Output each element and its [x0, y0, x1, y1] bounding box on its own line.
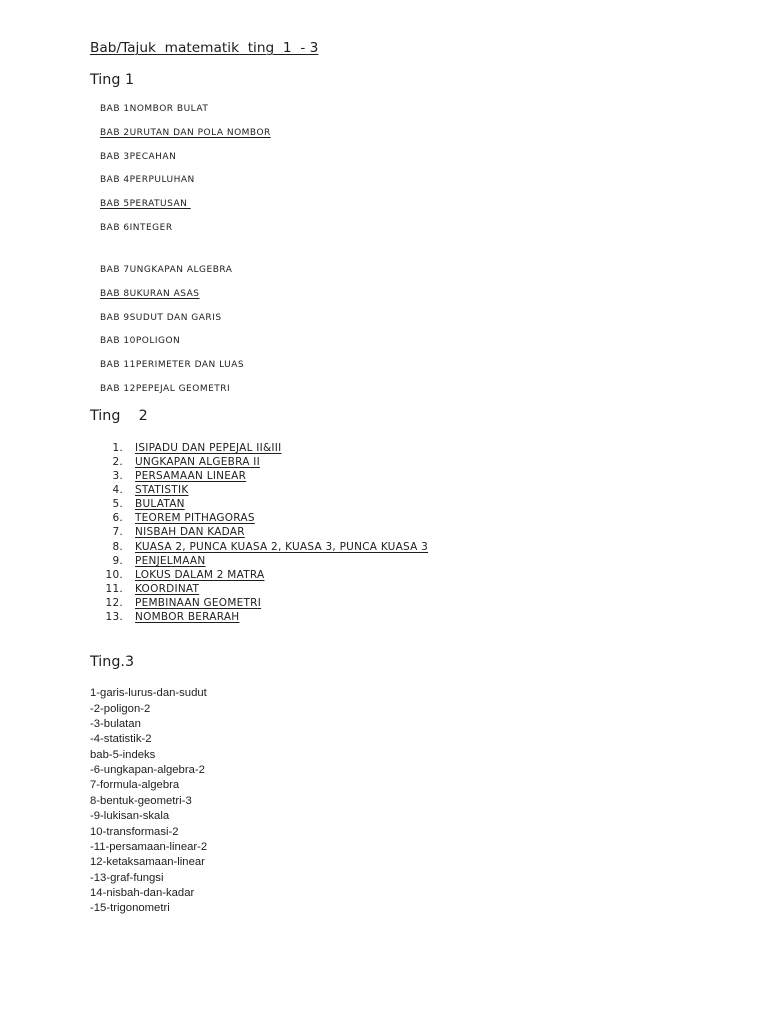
ting2-item-link[interactable]: ISIPADU DAN PEPEJAL II&III — [135, 442, 282, 454]
list-number: 3. — [112, 470, 123, 483]
ting2-list-item — [100, 568, 428, 582]
ting2-list-item — [100, 483, 428, 497]
list-number: 8. — [112, 540, 123, 553]
ting2-list-item — [100, 610, 428, 624]
ting2-item-link[interactable]: KUASA 2, PUNCA KUASA 2, KUASA 3, PUNCA KUASA 3 — [135, 540, 429, 553]
ting3-item: -11-persamaan-linear-2 — [90, 840, 208, 853]
ting2-item-link[interactable]: PENJELMAAN — [135, 554, 206, 567]
ting1-item-link[interactable]: BAB 5PERATUSAN — [100, 199, 191, 210]
ting2-list-item — [100, 455, 428, 469]
ting3-item: -13-graf-fungsi — [90, 871, 164, 884]
ting1-item: BAB 3PECAHAN — [100, 151, 177, 162]
ting2-list-item — [100, 441, 428, 455]
ting2-item-link[interactable]: LOKUS DALAM 2 MATRA — [135, 568, 265, 581]
ting1-chapter-list — [100, 98, 271, 402]
heading-ting-2: Ting 2 — [90, 408, 148, 424]
ting3-chapter-list — [90, 686, 207, 916]
list-number: 1. — [112, 442, 123, 454]
ting3-item: -15-trigonometri — [90, 902, 170, 915]
list-number: 2. — [112, 456, 123, 469]
ting3-item: -9-lukisan-skala — [90, 810, 170, 823]
ting1-item: BAB 12PEPEJAL GEOMETRI — [100, 384, 231, 395]
ting2-list-item — [100, 554, 428, 568]
list-number: 12. — [105, 596, 123, 609]
ting3-item: 10-transformasi-2 — [90, 825, 179, 838]
ting3-item: -2-poligon-2 — [90, 702, 151, 715]
ting3-item: 14-nisbah-dan-kadar — [90, 886, 195, 899]
list-number: 11. — [105, 582, 123, 595]
ting2-item-link[interactable]: PERSAMAAN LINEAR — [135, 470, 247, 483]
ting2-item-link[interactable]: STATISTIK — [135, 484, 189, 497]
ting3-item: 12-ketaksamaan-linear — [90, 856, 205, 869]
ting2-item-link[interactable]: NISBAH DAN KADAR — [135, 526, 245, 539]
ting1-item: BAB 1NOMBOR BULAT — [100, 104, 209, 115]
ting1-item: BAB 4PERPULUHAN — [100, 175, 195, 186]
document-title: Bab/Tajuk matematik ting 1 - 3 — [90, 40, 319, 56]
list-number: 5. — [112, 498, 123, 511]
list-number: 10. — [105, 568, 123, 581]
ting1-item-link[interactable]: BAB 8UKURAN ASAS — [100, 288, 200, 299]
ting3-item: 8-bentuk-geometri-3 — [90, 794, 192, 807]
ting3-item: -4-statistik-2 — [90, 733, 152, 746]
ting1-item: BAB 6INTEGER — [100, 223, 173, 234]
ting3-item: 7-formula-algebra — [90, 779, 180, 792]
ting2-item-link[interactable]: BULATAN — [135, 498, 185, 511]
ting3-item: -3-bulatan — [90, 718, 141, 731]
ting2-item-link[interactable]: TEOREM PITHAGORAS — [135, 512, 255, 525]
ting2-list-item — [100, 525, 428, 539]
list-number: 4. — [112, 484, 123, 497]
list-number: 6. — [112, 512, 123, 525]
list-number: 7. — [112, 526, 123, 539]
ting2-list-item — [100, 540, 428, 554]
ting2-list-item — [100, 497, 428, 511]
ting1-item: BAB 9SUDUT DAN GARIS — [100, 312, 222, 323]
list-number: 9. — [112, 554, 123, 567]
ting3-item: 1-garis-lurus-dan-sudut — [90, 687, 207, 700]
ting1-item: BAB 10POLIGON — [100, 336, 181, 347]
ting2-item-link[interactable]: NOMBOR BERARAH — [135, 610, 240, 623]
ting3-item: bab-5-indeks — [90, 748, 156, 761]
heading-ting-3: Ting.3 — [90, 654, 135, 670]
heading-ting-1: Ting 1 — [90, 72, 135, 88]
ting2-item-link[interactable]: KOORDINAT — [135, 582, 200, 595]
ting1-item: BAB 11PERIMETER DAN LUAS — [100, 360, 245, 371]
ting2-numbered-list — [100, 441, 428, 624]
ting1-item-link[interactable]: BAB 2URUTAN DAN POLA NOMBOR — [100, 127, 271, 138]
ting3-item: -6-ungkapan-algebra-2 — [90, 764, 205, 777]
ting2-list-item — [100, 511, 428, 525]
ting2-item-link[interactable]: PEMBINAAN GEOMETRI — [135, 596, 262, 609]
ting2-list-item — [100, 469, 428, 483]
ting2-list-item — [100, 582, 428, 596]
list-number: 13. — [105, 610, 123, 623]
ting2-list-item — [100, 596, 428, 610]
ting2-item-link[interactable]: UNGKAPAN ALGEBRA II — [135, 456, 260, 469]
ting1-item: BAB 7UNGKAPAN ALGEBRA — [100, 265, 233, 276]
